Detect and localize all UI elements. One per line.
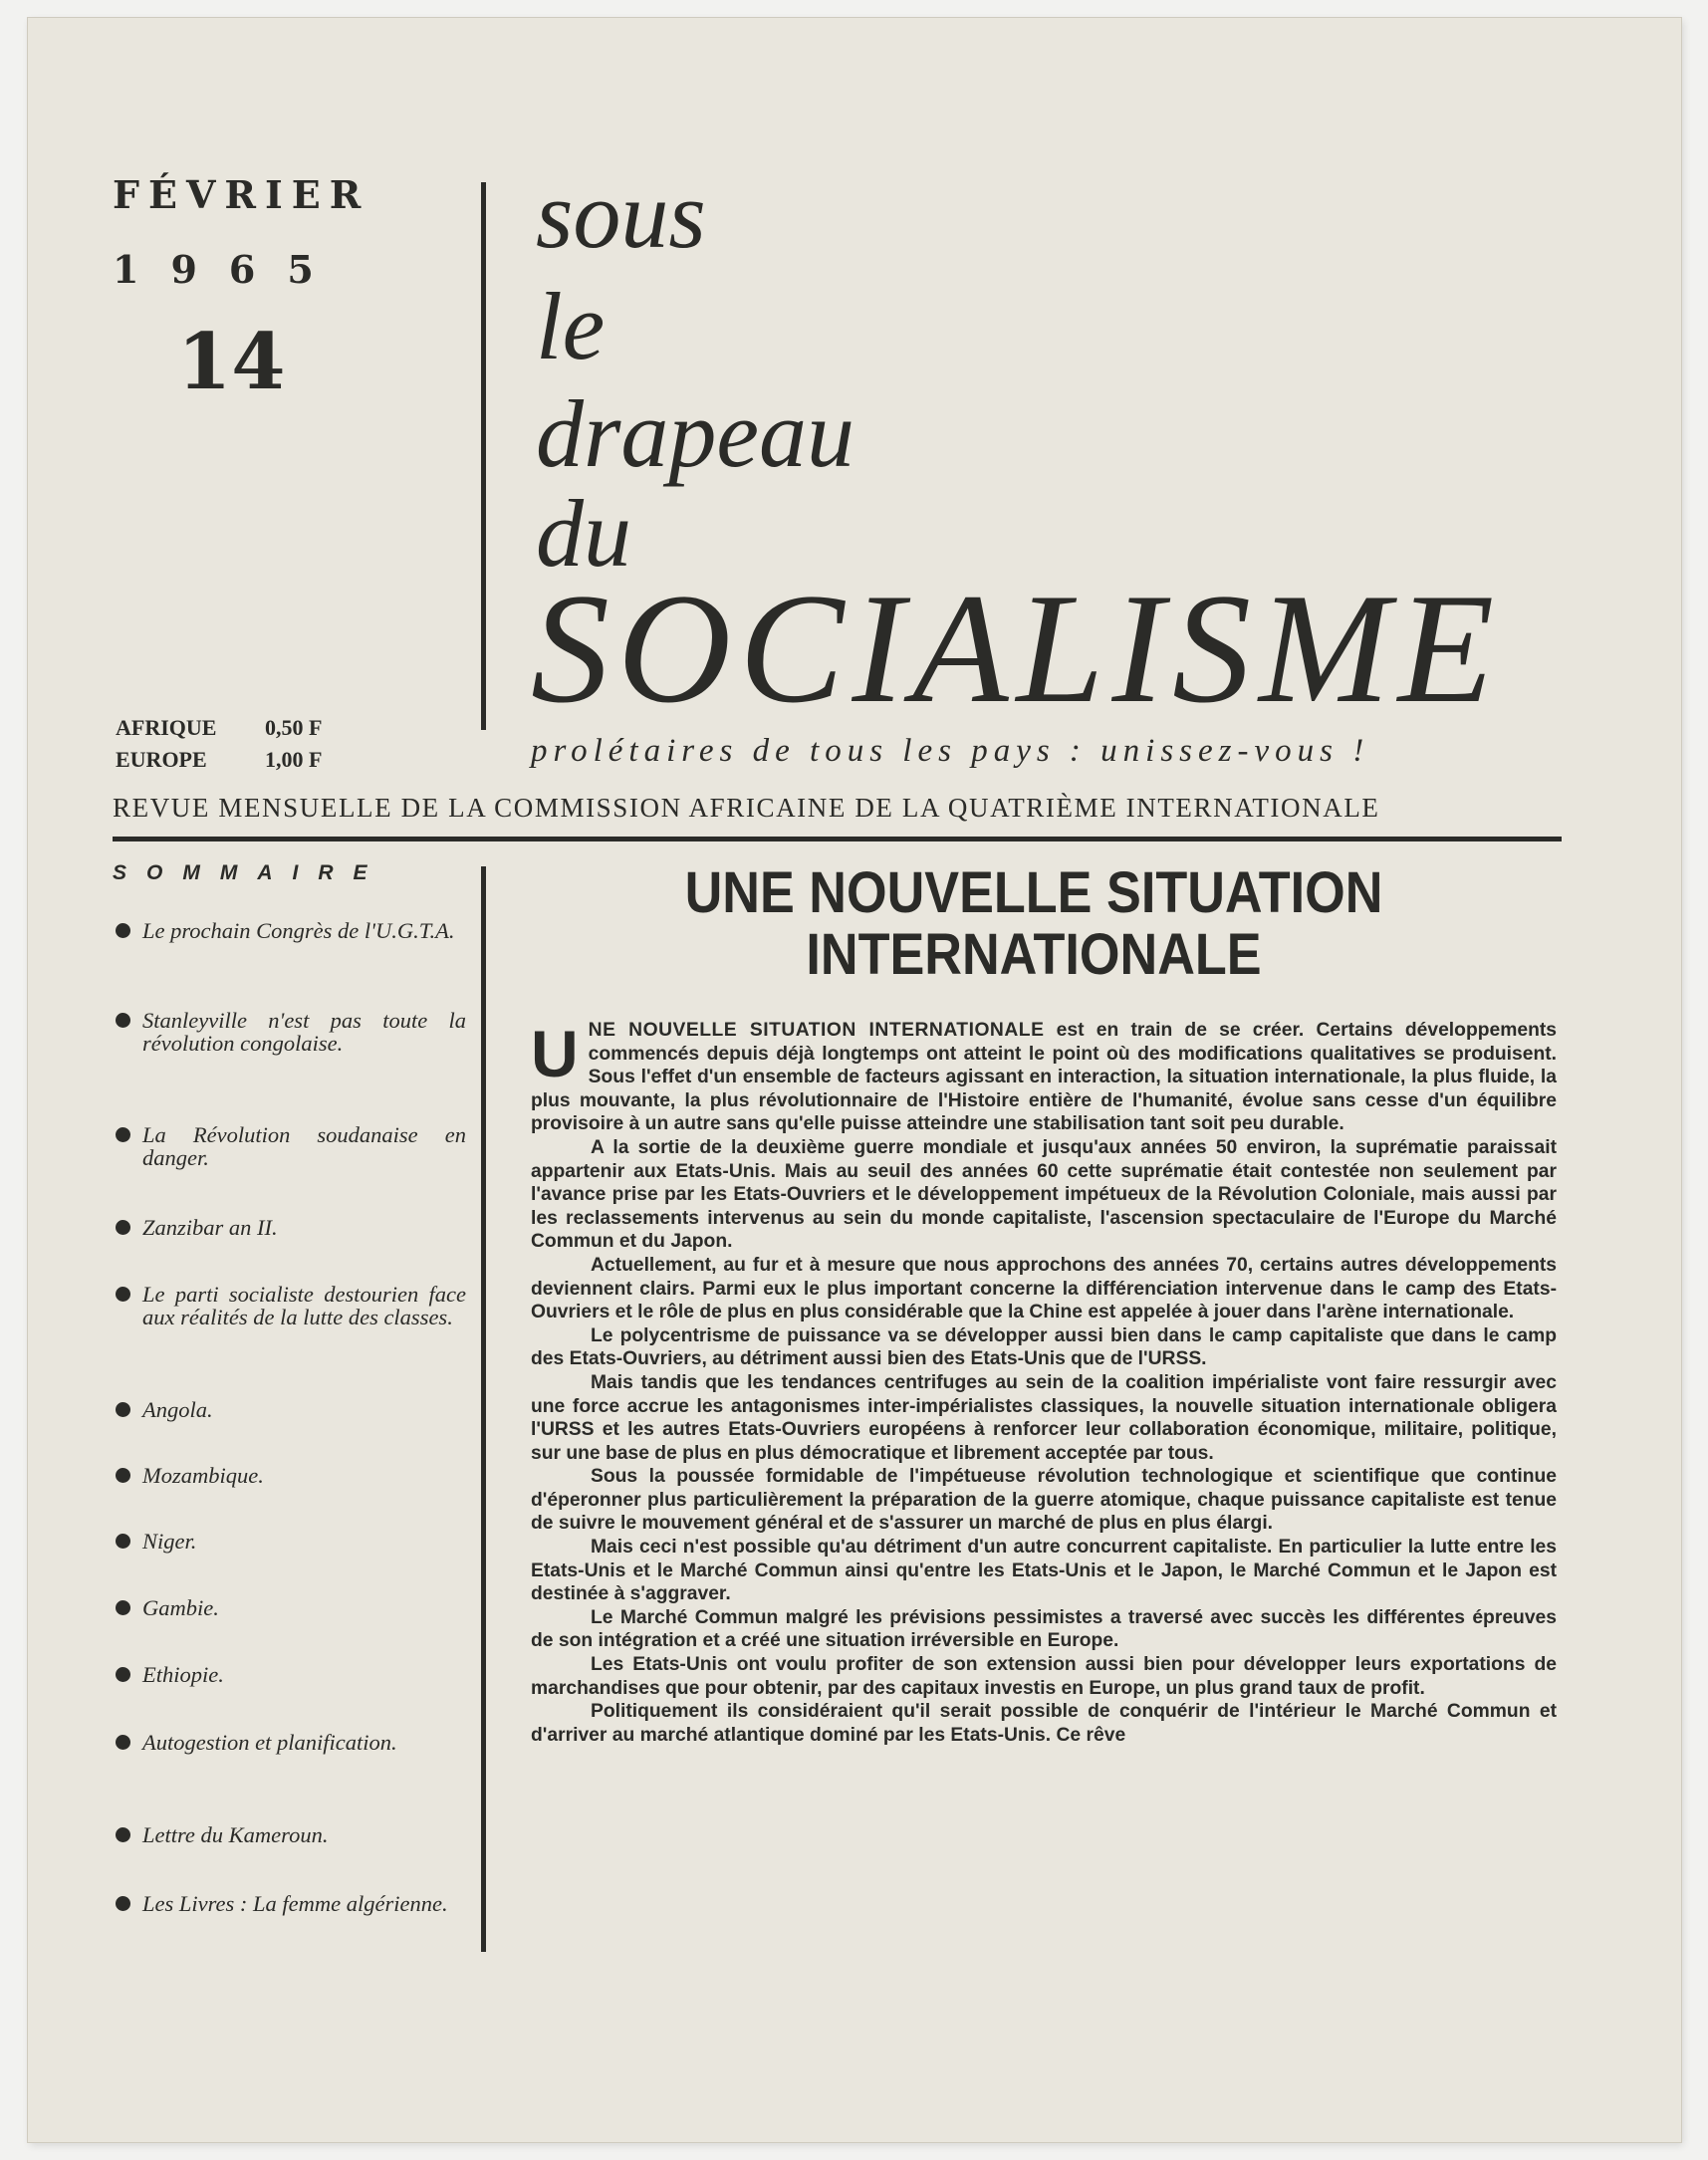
sommaire-item: Le parti socialiste destourien face aux réalités de la lutte des classes. [113, 1283, 466, 1328]
article-paragraph: Politiquement ils considéraient qu'il serait possible de conquérir de l'intérieur le Marché Commun et d'arriver au marché atlantique dominé par les Etats-Unis. Ce rêve [531, 1701, 1557, 1746]
title-word-du: du [536, 480, 631, 587]
issue-number: 14 [177, 317, 286, 407]
title-word-drapeau: drapeau [536, 380, 854, 487]
masthead-divider [481, 182, 486, 730]
drop-cap: U [531, 1017, 579, 1090]
bullet-icon [116, 1013, 130, 1028]
price-row [116, 747, 322, 773]
bullet-icon [116, 1600, 130, 1615]
bullet-icon [116, 1896, 130, 1911]
price-region: AFRIQUE [116, 715, 217, 740]
issue-year: 1965 [113, 247, 346, 292]
bullet-icon [116, 1220, 130, 1235]
article-body [531, 1019, 1557, 1747]
article-paragraph: A la sortie de la deuxième guerre mondiale et jusqu'aux années 50 environ, la suprématie paraissait appartenir aux Etats-Unis. Mais au seuil des années 60 cette suprématie était contestée non seulement par l'avance prise par les Etats-Ouvriers et le développement impétueux de la Révolution Coloniale, mais aussi par les reclassements intervenus au sein du monde capitaliste, l'ascension spectaculaire de l'Europe du Marché Commun et du Japon. [531, 1136, 1557, 1253]
article-paragraph: Mais tandis que les tendances centrifuges au sein de la coalition impérialiste vont faire ressurgir avec une force accrue les antagonismes inter-impérialistes classiques, la nouvelle situation internationale obligera l'URSS et les autres Etats-Ouvriers européens à renforcer leur collaboration économique, militaire, politique, sur une base de plus en plus démocratique et librement acceptée par tous. [531, 1371, 1557, 1464]
sommaire-item: Mozambique. [113, 1464, 466, 1487]
bullet-icon [116, 1127, 130, 1142]
price-region: EUROPE [116, 747, 207, 772]
article-title-line: INTERNATIONALE [806, 922, 1262, 987]
issue-month: FÉVRIER [113, 172, 370, 217]
bullet-icon [116, 1468, 130, 1483]
bullet-icon [116, 1667, 130, 1682]
bullet-icon [116, 1534, 130, 1549]
article-paragraph: Les Etats-Unis ont voulu profiter de son extension aussi bien pour développer leurs exportations de marchandises que pour obtenir, par des capitaux investis en Europe, un plus grand taux de profit. [531, 1654, 1557, 1699]
article-paragraph: Le polycentrisme de puissance va se développer aussi bien dans le camp capitaliste que dans le camp des Etats-Ouvriers, au détriment aussi bien des Etats-Unis que de l'URSS. [531, 1324, 1557, 1370]
sommaire-item: Gambie. [113, 1596, 466, 1619]
sommaire-item: Niger. [113, 1530, 466, 1553]
bullet-icon [116, 1402, 130, 1417]
article-paragraph: Actuellement, au fur et à mesure que nous approchons des années 70, certains autres développements deviennent clairs. Parmi eux le plus important concerne la différenciation intervenue dans le camp des Etats-Ouvriers et le rôle de plus en plus considérable que la Chine est appelée à jouer dans l'arène internationale. [531, 1254, 1557, 1323]
article-paragraph: Le Marché Commun malgré les prévisions pessimistes a traversé avec succès les différentes épreuves de son intégration et a créé une situation irréversible en Europe. [531, 1606, 1557, 1652]
sommaire-title: SOMMAIRE [113, 861, 387, 884]
article-paragraph: Mais ceci n'est possible qu'au détriment d'un autre concurrent capitaliste. En particulier la lutte entre les Etats-Unis et le Marché Commun ainsi qu'entre les Etats-Unis et le Japon, le Marché Commun et le Japon est destinée à s'aggraver. [531, 1537, 1557, 1605]
article-paragraph-text: est en train de se créer. Certains développements commencés depuis déjà longtemps ont atteint le point où des modifications qualitatives se produisent. Sous l'effet d'un ensemble de facteurs agissant en interaction, la situation internationale, la plus fluide, la plus mouvante, la plus révolutionnaire de l'Histoire entière de l'humanité, évolue sans cesse d'un équilibre provisoire à un autre sans qu'elle puisse atteindre une stabilisation tant soit peu durable. [531, 1020, 1558, 1135]
sommaire-divider [481, 866, 486, 1952]
price-value: 1,00 F [265, 747, 323, 772]
sommaire-item: Lettre du Kameroun. [113, 1823, 466, 1846]
title-word-sous: sous [536, 161, 706, 268]
article-title-line: UNE NOUVELLE SITUATION [684, 860, 1383, 925]
sommaire-item: Angola. [113, 1398, 466, 1421]
bullet-icon [116, 1827, 130, 1842]
sommaire-item: Le prochain Congrès de l'U.G.T.A. [113, 919, 466, 942]
price-value: 0,50 F [265, 715, 323, 740]
article-paragraph [531, 1019, 1557, 1136]
bullet-icon [116, 923, 130, 938]
motto: prolétaires de tous les pays : unissez-vous ! [531, 733, 1370, 769]
sommaire-item: Ethiopie. [113, 1663, 466, 1686]
title-socialisme: SOCIALISME [531, 562, 1503, 736]
magazine-page [28, 18, 1681, 2142]
sommaire-item: Autogestion et planification. [113, 1731, 466, 1754]
revue-subtitle: REVUE MENSUELLE DE LA COMMISSION AFRICAINE DE LA QUATRIÈME INTERNATIONALE [113, 793, 1380, 823]
sommaire-item: Les Livres : La femme algérienne. [113, 1892, 466, 1915]
header-rule [113, 837, 1562, 841]
bullet-icon [116, 1287, 130, 1302]
title-word-le: le [536, 273, 606, 379]
article-paragraph: Sous la poussée formidable de l'impétueuse révolution technologique et scientifique que continue d'éperonner plus particulièrement la préparation de la guerre atomique, chaque puissance capitaliste est tenue de suivre le mouvement général et de s'assurer un marché de plus en plus élargi. [531, 1466, 1557, 1535]
bullet-icon [116, 1735, 130, 1750]
price-row [116, 715, 322, 741]
article-title [559, 862, 1509, 986]
sommaire-item: Zanzibar an II. [113, 1216, 466, 1239]
article-lead: NE NOUVELLE SITUATION INTERNATIONALE [588, 1020, 1045, 1041]
sommaire-item: La Révolution soudanaise en danger. [113, 1123, 466, 1169]
sommaire-item: Stanleyville n'est pas toute la révolution congolaise. [113, 1009, 466, 1055]
